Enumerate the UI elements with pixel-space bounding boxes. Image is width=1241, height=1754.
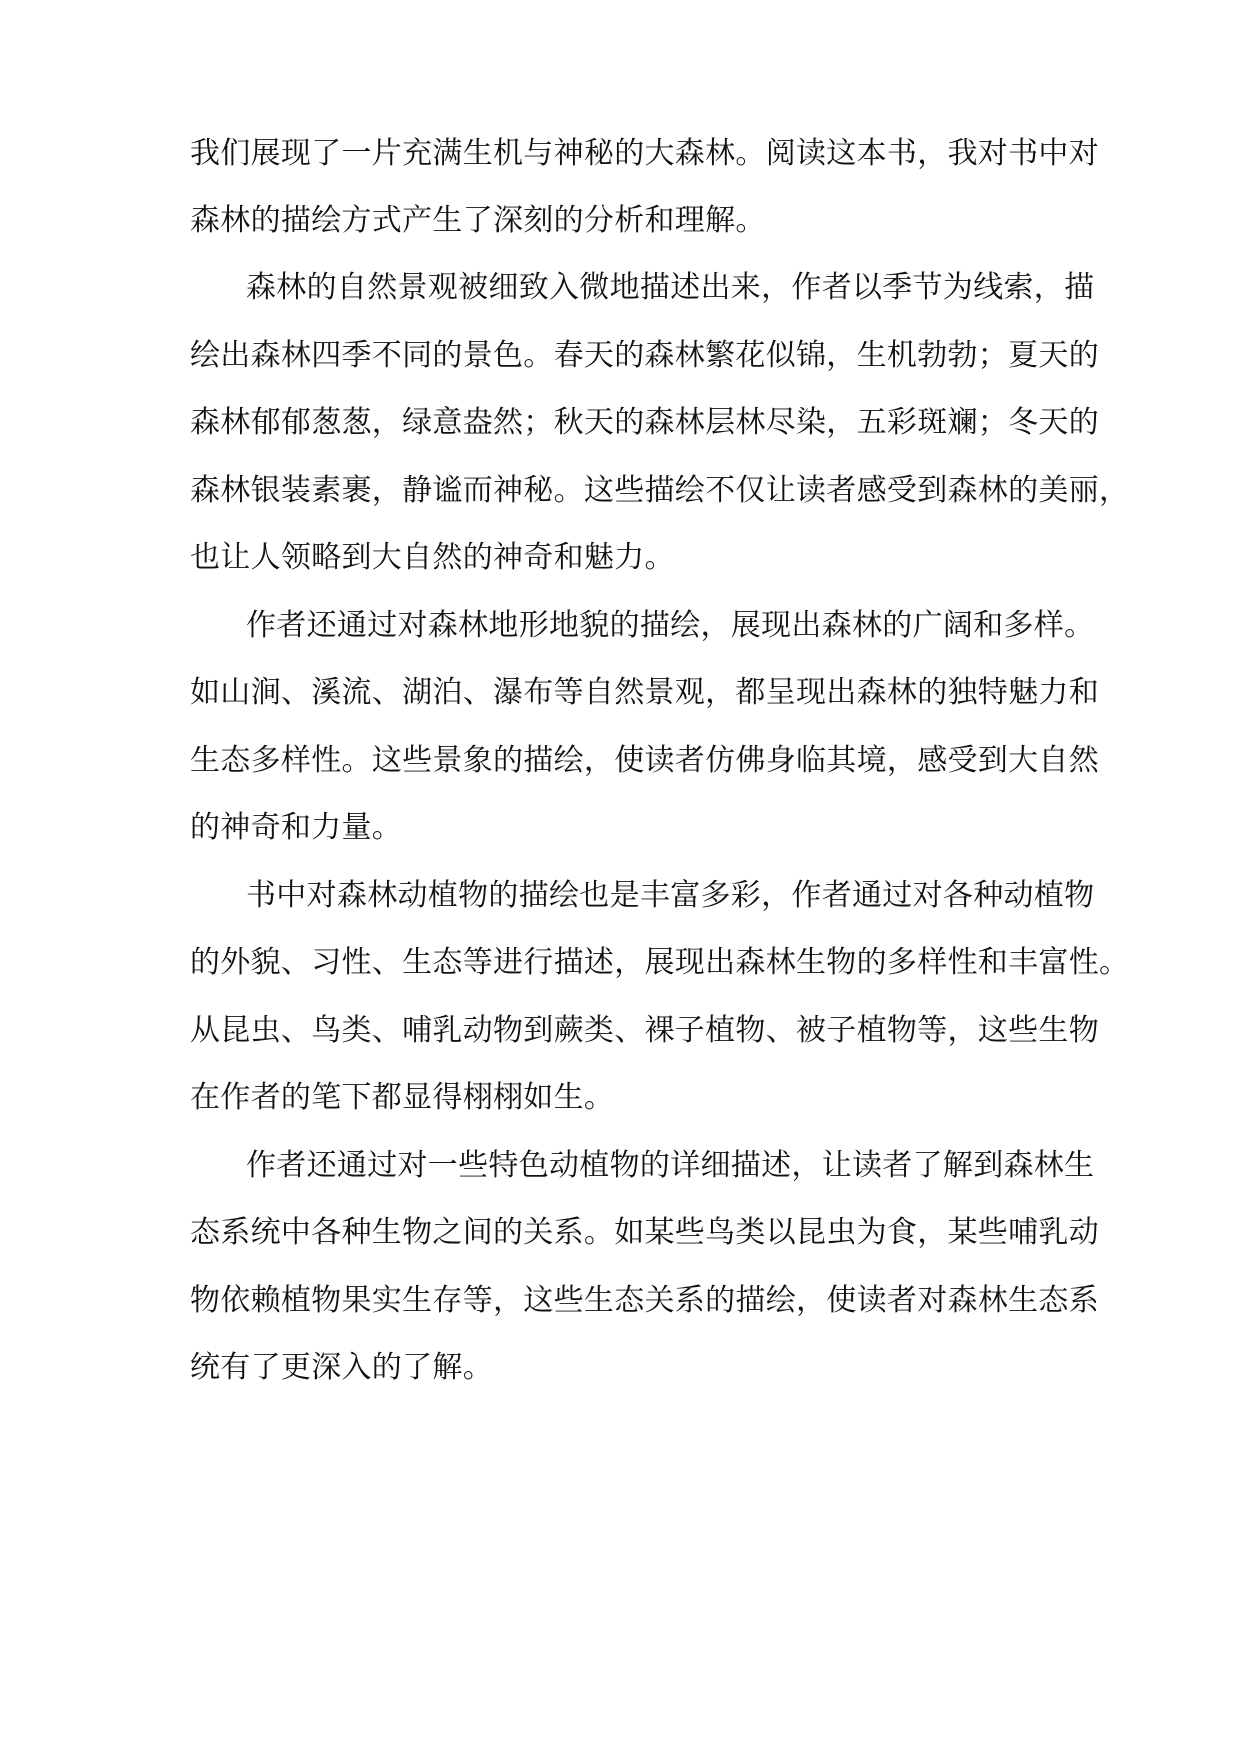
- text-line: 从昆虫、鸟类、哺乳动物到蕨类、裸子植物、被子植物等，这些生物: [190, 1013, 1099, 1048]
- text-line: 物依赖植物果实生存等，这些生态关系的描绘，使读者对森林生态系: [190, 1283, 1099, 1318]
- text-line: 的神奇和力量。: [190, 810, 403, 845]
- text-line: 生态多样性。这些景象的描绘，使读者仿佛身临其境，感受到大自然: [190, 743, 1099, 778]
- paragraph-first-line: 书中对森林动植物的描绘也是丰富多彩，作者通过对各种动植物: [246, 878, 1095, 913]
- text-line: 的外貌、习性、生态等进行描述，展现出森林生物的多样性和丰富性。: [190, 945, 1130, 980]
- text-line: 森林郁郁葱葱，绿意盎然；秋天的森林层林尽染，五彩斑斓；冬天的: [190, 405, 1099, 440]
- text-line: 森林银装素裹，静谧而神秘。这些描绘不仅让读者感受到森林的美丽，: [190, 473, 1130, 508]
- text-line: 绘出森林四季不同的景色。春天的森林繁花似锦，生机勃勃；夏天的: [190, 338, 1099, 373]
- text-line: 统有了更深入的了解。: [190, 1350, 493, 1385]
- text-line: 如山涧、溪流、湖泊、瀑布等自然景观，都呈现出森林的独特魅力和: [190, 675, 1099, 710]
- text-line: 态系统中各种生物之间的关系。如某些鸟类以昆虫为食，某些哺乳动: [190, 1215, 1099, 1250]
- paragraph-first-line: 作者还通过对一些特色动植物的详细描述，让读者了解到森林生: [246, 1148, 1095, 1183]
- text-line: 森林的描绘方式产生了深刻的分析和理解。: [190, 203, 766, 238]
- text-line: 我们展现了一片充满生机与神秘的大森林。阅读这本书，我对书中对: [190, 136, 1099, 171]
- text-line: 也让人领略到大自然的神奇和魅力。: [190, 540, 675, 575]
- paragraph-first-line: 作者还通过对森林地形地貌的描绘，展现出森林的广阔和多样。: [246, 608, 1095, 643]
- text-line: 在作者的笔下都显得栩栩如生。: [190, 1080, 615, 1115]
- paragraph-first-line: 森林的自然景观被细致入微地描述出来，作者以季节为线索，描: [246, 270, 1095, 305]
